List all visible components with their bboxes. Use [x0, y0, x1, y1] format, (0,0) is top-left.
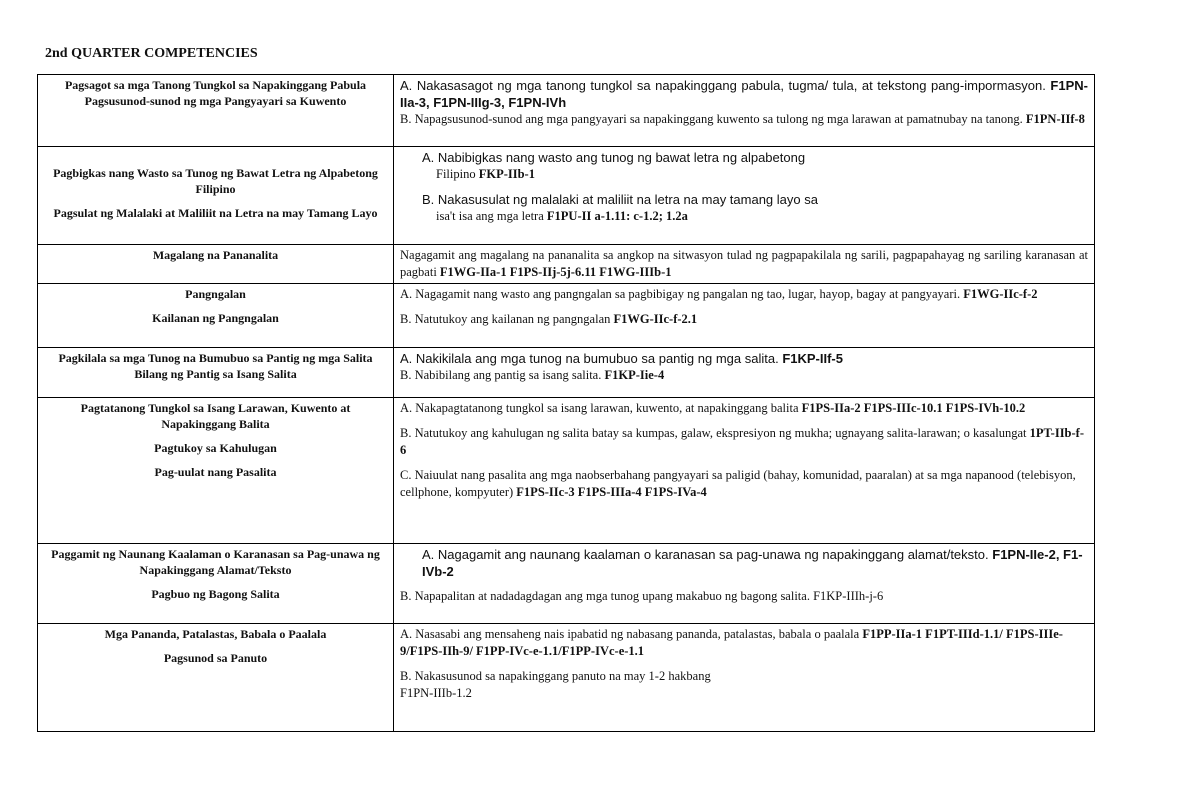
competency-cell: [394, 624, 1095, 732]
topic-label: Pagsagot sa mga Tanong Tungkol sa Napakinggang Pabula: [64, 78, 367, 92]
competency-item: [400, 166, 1088, 183]
competency-text: B. Natutukoy ang kahulugan ng salita batay sa kumpas, galaw, ekspresiyon ng mukha; ugnayang salita-larawan; o kasalungat: [400, 426, 1027, 440]
competency-item: [400, 111, 1088, 128]
competency-text: B. Nabibilang ang pantig sa isang salita.: [400, 368, 602, 382]
table-row: [38, 147, 1095, 245]
competency-item: [400, 350, 1088, 367]
competency-item: [400, 311, 1088, 328]
competency-item: [400, 588, 1088, 605]
competency-code: F1PP-IIa-1 F1PT-IIId-1.1/ F1PS-IIIe-9/F1PS-IIh-9/ F1PP-IVc-e-1.1/F1PP-IVc-e-1.1: [400, 627, 1063, 658]
competency-item: [400, 626, 1088, 660]
competency-text: C. Naiuulat nang pasalita ang mga naobserbahang pangyayari sa paligid (bahay, komunidad, paaralan) at sa mga napanood (telebisyon, cellphone, kompyuter): [400, 468, 1076, 499]
competency-text: A. Nakapagtatanong tungkol sa isang larawan, kuwento, at napakinggang balita: [400, 401, 799, 415]
competency-code: F1KP-Iie-4: [604, 368, 665, 382]
competency-text: A. Nagagamit ang naunang kaalaman o karanasan sa pag-unawa ng napakinggang alamat/teksto.: [422, 547, 989, 562]
table-row: [38, 284, 1095, 348]
topic-label: Pagbuo ng Bagong Salita: [151, 587, 280, 601]
competency-text: isa't isa ang mga letra: [436, 209, 544, 223]
competency-code: F1PS-IIc-3 F1PS-IIIa-4 F1PS-IVa-4: [516, 485, 707, 499]
topic-label: Kailanan ng Pangngalan: [152, 311, 279, 325]
competency-item: [400, 425, 1088, 459]
competency-code: F1WG-IIc-f-2.1: [613, 312, 698, 326]
table-row: [38, 245, 1095, 284]
topic-label: Pagsunod sa Panuto: [163, 651, 268, 665]
competency-item: [400, 286, 1088, 303]
table-row: [38, 348, 1095, 398]
competency-cell: [394, 398, 1095, 544]
competency-code: FKP-IIb-1: [478, 167, 535, 181]
competency-item: [400, 77, 1088, 111]
competency-cell: [394, 544, 1095, 624]
table-row: [38, 544, 1095, 624]
topic-label: Pagsulat ng Malalaki at Maliliit na Letra na may Tamang Layo: [53, 206, 378, 220]
topic-cell: [38, 284, 394, 348]
topic-cell: [38, 348, 394, 398]
topic-label: Pangngalan: [185, 287, 246, 301]
topic-label: Pagsusunod-sunod ng mga Pangyayari sa Kuwento: [84, 94, 347, 108]
topic-label: Pagkilala sa mga Tunog na Bumubuo sa Pantig ng mga Salita: [58, 351, 373, 365]
competency-cell: [394, 284, 1095, 348]
competency-code: F1KP-IIf-5: [782, 351, 843, 366]
competency-text: A. Nakikilala ang mga tunog na bumubuo sa pantig ng mga salita.: [400, 351, 779, 366]
competency-text: A. Nakasasagot ng mga tanong tungkol sa napakinggang pabula, tugma/ tula, at tekstong pang-impormasyon.: [400, 78, 1046, 93]
competency-text: B. Natutukoy ang kailanan ng pangngalan: [400, 312, 611, 326]
competency-text: B. Nakasusunod sa napakinggang panuto na may 1-2 hakbang: [400, 669, 711, 683]
competency-item: [400, 367, 1088, 384]
competency-cell: [394, 348, 1095, 398]
competency-code: F1PS-IIa-2 F1PS-IIIc-10.1 F1PS-IVh-10.2: [801, 401, 1026, 415]
topic-label: Bilang ng Pantig sa Isang Salita: [134, 367, 297, 381]
competency-item: B. Nakasusulat ng malalaki at maliliit na letra na may tamang layo sa: [422, 192, 818, 207]
table-row: [38, 75, 1095, 147]
competency-code: 1PT-IIb-f-6: [400, 426, 1085, 457]
topic-cell: [38, 147, 394, 245]
topic-label: Pagtukoy sa Kahulugan: [154, 441, 277, 455]
competency-item: A. Nabibigkas nang wasto ang tunog ng bawat letra ng alpabetong: [422, 150, 806, 165]
competency-text: Filipino: [436, 167, 476, 181]
topic-label: Paggamit ng Naunang Kaalaman o Karanasan sa Pag-unawa ng Napakinggang Alamat/Teksto: [51, 547, 380, 577]
competency-text: A. Nasasabi ang mensaheng nais ipabatid ng nabasang pananda, patalastas, babala o paalala: [400, 627, 860, 641]
competency-item: [400, 668, 1088, 702]
table-row: [38, 624, 1095, 732]
competency-code: F1PN-IIa-3, F1PN-IIIg-3, F1PN-IVh: [400, 78, 1088, 110]
competency-item: [400, 208, 1088, 225]
topic-label: Magalang na Pananalita: [152, 248, 279, 262]
table-row: [38, 398, 1095, 544]
competency-cell: [394, 147, 1095, 245]
topic-cell: [38, 75, 394, 147]
topic-cell: [38, 398, 394, 544]
competency-code: F1KP-IIIh-j-6: [813, 589, 884, 603]
competency-code: F1PN-IIf-8: [1025, 112, 1085, 126]
competency-code: F1WG-IIa-1 F1PS-IIj-5j-6.11 F1WG-IIIb-1: [439, 265, 672, 279]
topic-cell: [38, 624, 394, 732]
topic-label: Pagtatanong Tungkol sa Isang Larawan, Kuwento at Napakinggang Balita: [80, 401, 351, 431]
competency-code: F1PN-IIIb-1.2: [400, 686, 472, 700]
topic-cell: [38, 245, 394, 284]
competency-code: F1PN-IIe-2, F1-IVb-2: [422, 547, 1083, 579]
competency-text: A. Nagagamit nang wasto ang pangngalan sa pagbibigay ng pangalan ng tao, lugar, hayop, bagay at pangyayari.: [400, 287, 961, 301]
competencies-table: [37, 74, 1095, 732]
competency-text: Nagagamit ang magalang na pananalita sa angkop na sitwasyon tulad ng pagpapakilala ng sarili, pagpapahayag ng sariling karanasan at pagbati: [400, 248, 1088, 279]
topic-label: Pag-uulat nang Pasalita: [154, 465, 277, 479]
competency-text: B. Napapalitan at nadadagdagan ang mga tunog upang makabuo ng bagong salita.: [400, 589, 810, 603]
competency-cell: [394, 75, 1095, 147]
topic-cell: [38, 544, 394, 624]
competency-cell: [394, 245, 1095, 284]
topic-label: Pagbigkas nang Wasto sa Tunog ng Bawat Letra ng Alpabetong Filipino: [53, 166, 378, 196]
topic-label: Mga Pananda, Patalastas, Babala o Paalala: [104, 627, 327, 641]
page-title: 2nd QUARTER COMPETENCIES: [45, 46, 258, 61]
competency-code: F1WG-IIc-f-2: [963, 287, 1038, 301]
competency-text: B. Napagsusunod-sunod ang mga pangyayari sa napakinggang kuwento sa tulong ng mga larawan at pamatnubay na tanong.: [400, 112, 1023, 126]
competency-code: F1PU-II a-1.11: c-1.2; 1.2a: [546, 209, 688, 223]
competency-item: [400, 400, 1088, 417]
competency-item: [400, 467, 1088, 501]
competency-item: [400, 546, 1088, 580]
